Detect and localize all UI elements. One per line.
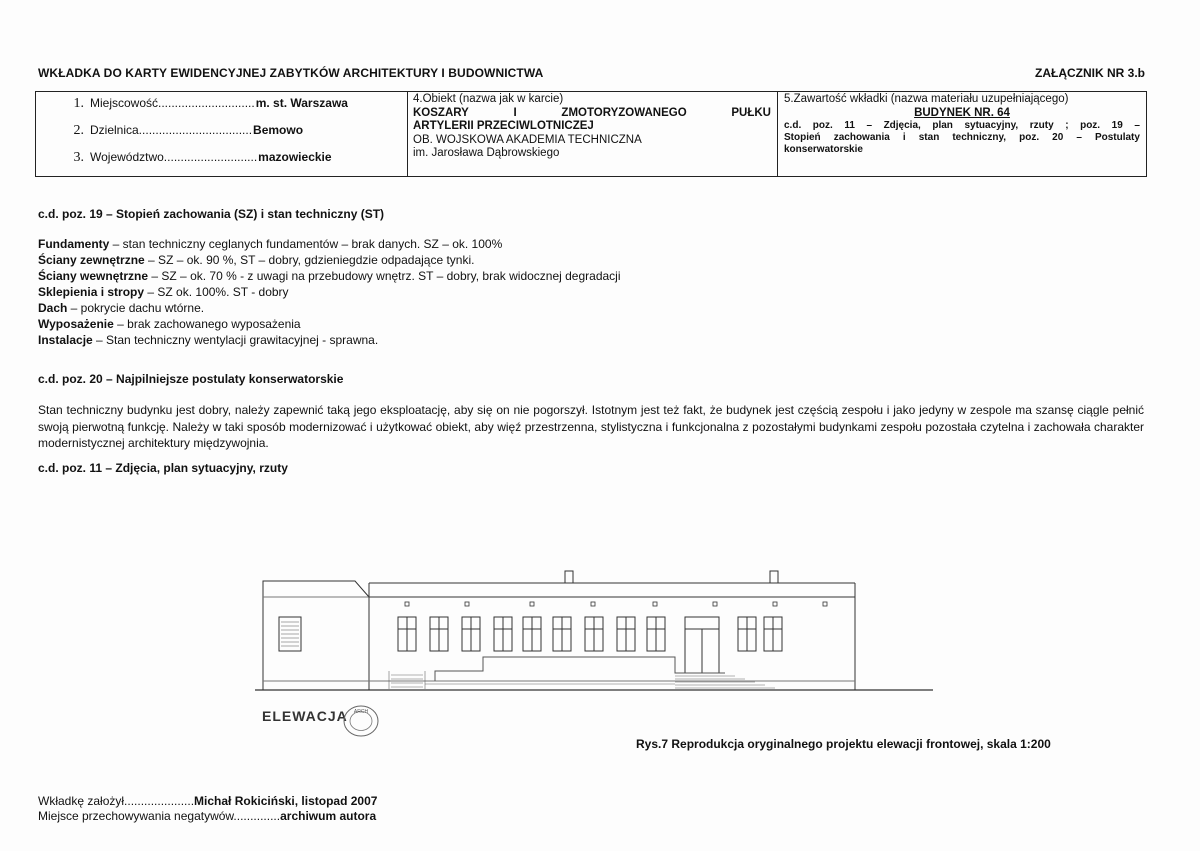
founder-line (38, 794, 377, 809)
word: KOSZARY (413, 106, 469, 119)
stamp-text: ARCH (353, 709, 369, 715)
row-number: 1. (73, 96, 84, 111)
word: – (1076, 132, 1082, 143)
figure-caption: Rys.7 Reprodukcja oryginalnego projektu elewacji frontowej, skala 1:200 (636, 737, 1051, 751)
object-name-line1 (413, 107, 771, 121)
word: plan (932, 120, 953, 131)
word: sytuacyjny, (964, 120, 1019, 131)
word: I (513, 106, 517, 119)
object-heading: 4.Obiekt (nazwa jak w karcie) (413, 93, 564, 105)
building-number: BUDYNEK NR. 64 (914, 106, 1010, 119)
section-19-heading: c.d. poz. 19 – Stopień zachowania (SZ) i stan techniczny (ST) (38, 207, 385, 221)
elevation-label: ELEWACJA (262, 708, 348, 724)
item-text: – stan techniczny ceglanych fundamentów – brak danych. SZ – ok. 100% (109, 237, 503, 251)
word: Zdjęcia, (883, 120, 921, 131)
word: 20 (1052, 132, 1064, 143)
location-row (36, 150, 407, 177)
condition-item (38, 236, 621, 252)
item-label: Ściany zewnętrzne (38, 253, 145, 267)
item-text: – SZ ok. 100%. ST - dobry (144, 285, 289, 299)
condition-item (38, 268, 621, 284)
row-label: Województwo............................ (90, 150, 258, 164)
item-label: Sklepienia i stropy (38, 285, 145, 299)
word: Stopień (784, 132, 821, 143)
condition-item (38, 300, 621, 316)
word: ZMOTORYZOWANEGO (561, 106, 687, 119)
contents-desc-line2 (784, 132, 1140, 144)
object-name-line2: ARTYLERII PRZECIWLOTNICZEJ (413, 120, 594, 132)
section-11-heading: c.d. poz. 11 – Zdjęcia, plan sytuacyjny, rzuty (38, 461, 288, 475)
row-value: Bemowo (253, 123, 304, 137)
row-label: Dzielnica.................................. (90, 123, 253, 137)
word: c.d. (784, 120, 802, 131)
section-20-heading: c.d. poz. 20 – Najpilniejsze postulaty konserwatorskie (38, 372, 344, 386)
item-label: Ściany wewnętrzne (38, 269, 149, 283)
location-row (36, 123, 407, 150)
archive-stamp (342, 704, 380, 738)
object-address-line2: im. Jarosława Dąbrowskiego (413, 147, 560, 159)
contents-cell (778, 92, 1146, 176)
word: PUŁKU (731, 106, 771, 119)
row-value: mazowieckie (258, 150, 332, 164)
item-text: – SZ – ok. 90 %, ST – dobry, gdzieniegdzie odpadające tynki. (144, 253, 475, 267)
item-text: – pokrycie dachu wtórne. (67, 301, 205, 315)
row-number: 2. (73, 123, 84, 138)
word: ; (1065, 120, 1069, 131)
condition-item (38, 284, 621, 300)
word: 19 (1111, 120, 1123, 131)
word: – (866, 120, 873, 131)
section-20-paragraph: Stan techniczny budynku jest dobry, należy zapewnić taką jego eksploatację, aby się on nie pogorszył. Istotnym jest też fakt, że budynek jest częścią zespołu i jako jedyny w zespole ma szansę ciągle pełnić swoją pierwotną funkcję. Należy w taki sposób modernizować i użytkować obiekt, aby więź przestrzenna, stylistyczna i funkcjonalna z pozostałymi budynkami zespołu pozostała czytelna i zachowała charakter modernistycznej architektury międzywojnia. (38, 403, 1144, 450)
row-label: Miejscowość............................. (90, 96, 255, 110)
contents-desc-line1 (784, 120, 1140, 132)
location-row (36, 96, 407, 123)
word: poz. (812, 120, 833, 131)
annex-number: ZAŁĄCZNIK NR 3.b (1035, 66, 1145, 80)
word: stan (918, 132, 940, 143)
founder-value: Michał Rokiciński, listopad 2007 (194, 794, 378, 808)
row-number: 3. (73, 150, 84, 165)
word: Postulaty (1094, 132, 1140, 143)
founder-label: Wkładkę założył..................... (38, 794, 195, 808)
item-label: Wyposażenie (38, 317, 114, 331)
item-text: – Stan techniczny wentylacji grawitacyjnej - sprawna. (92, 333, 379, 347)
page-title: WKŁADKA DO KARTY EWIDENCYJNEJ ZABYTKÓW ARCHITEKTURY I BUDOWNICTWA (38, 66, 544, 80)
storage-label: Miejsce przechowywania negatywów.............. (38, 809, 281, 823)
word: poz. (1019, 132, 1040, 143)
header-table (35, 91, 1147, 177)
row-value: m. st. Warszawa (255, 96, 348, 110)
word: rzuty (1029, 120, 1054, 131)
item-text: – brak zachowanego wyposażenia (113, 317, 301, 331)
storage-value: archiwum autora (280, 809, 377, 823)
word: techniczny, (952, 132, 1007, 143)
word: zachowania (833, 132, 890, 143)
object-cell (408, 92, 778, 176)
item-label: Dach (38, 301, 68, 315)
storage-line (38, 809, 376, 824)
word: i (902, 132, 906, 143)
item-label: Instalacje (38, 333, 93, 347)
front-elevation-drawing (255, 567, 933, 695)
contents-heading: 5.Zawartość wkładki (nazwa materiału uzupełniającego) (784, 93, 1069, 105)
word: – (1134, 120, 1140, 131)
item-text: – SZ – ok. 70 % - z uwagi na przebudowy wnętrz. ST – dobry, brak widocznej degradacji (148, 269, 621, 283)
object-address-line1: OB. WOJSKOWA AKADEMIA TECHNICZNA (413, 133, 642, 146)
item-label: Fundamenty (38, 237, 110, 251)
location-cell (36, 92, 408, 176)
condition-list (38, 236, 621, 348)
condition-item (38, 316, 621, 332)
word: poz. (1080, 120, 1101, 131)
condition-item (38, 252, 621, 268)
contents-desc-line3: konserwatorskie (784, 144, 863, 155)
condition-item (38, 332, 621, 348)
word: 11 (844, 120, 855, 131)
